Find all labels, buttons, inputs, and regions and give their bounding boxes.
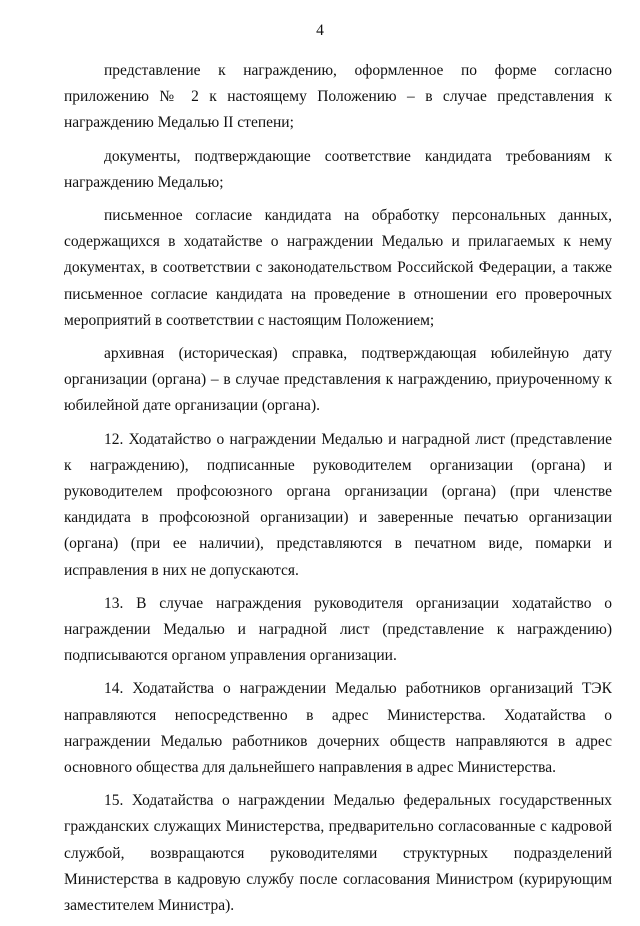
clause-15: 15. Ходатайства о награждении Медалью федеральных государственных гражданских служащих Министерства, предварительно согласованные с кадровой службой, возвращаются руководителями структурных подразделений Министерства в кадровую службу после согласования Министром (курирующим заместителем Министра). (64, 792, 612, 915)
paragraph-archive-reference: архивная (историческая) справка, подтверждающая юбилейную дату организации (органа) – в случае представления к награждению, приуроченному к юбилейной дате организации (органа). (64, 345, 612, 415)
paragraph-submission-form: представление к награждению, оформленное по форме согласно приложению № 2 к настоящему Положению – в случае представления к награждению Медалью II степени; (64, 62, 612, 132)
page-number: 4 (316, 22, 324, 39)
clause-13: 13. В случае награждения руководителя организации ходатайство о награждении Медалью и наградной лист (представление к награждению) подписываются органом управления организации. (64, 594, 612, 665)
paragraph-written-consent: письменное согласие кандидата на обработку персональных данных, содержащихся в ходатайстве о награждении Медалью и прилагаемых к нему документах, в соответствии с законодательством Российской Федерации, а также письменное согласие кандидата на проведение в отношении его проверочных мероприятий в соответствии с настоящим Положением; (64, 207, 612, 329)
clause-12: 12. Ходатайство о награждении Медалью и наградной лист (представление к награждению), подписанные руководителем организации (органа) и руководителем профсоюзного органа организации (органа) (при членстве кандидата в профсоюзной организации) и заверенные печатью организации (органа) (при ее наличии), представляются в печатном виде, помарки и исправления в них не допускаются. (64, 430, 612, 579)
document-body (64, 58, 612, 926)
clause-14: 14. Ходатайства о награждении Медалью работников организаций ТЭК направляются непосредственно в адрес Министерства. Ходатайства о награждении Медалью работников дочерних обществ направляются в адрес основного общества для дальнейшего направления в адрес Министерства. (64, 680, 612, 777)
paragraph-compliance-documents: документы, подтверждающие соответствие кандидата требованиям к награждению Медалью; (64, 147, 612, 191)
